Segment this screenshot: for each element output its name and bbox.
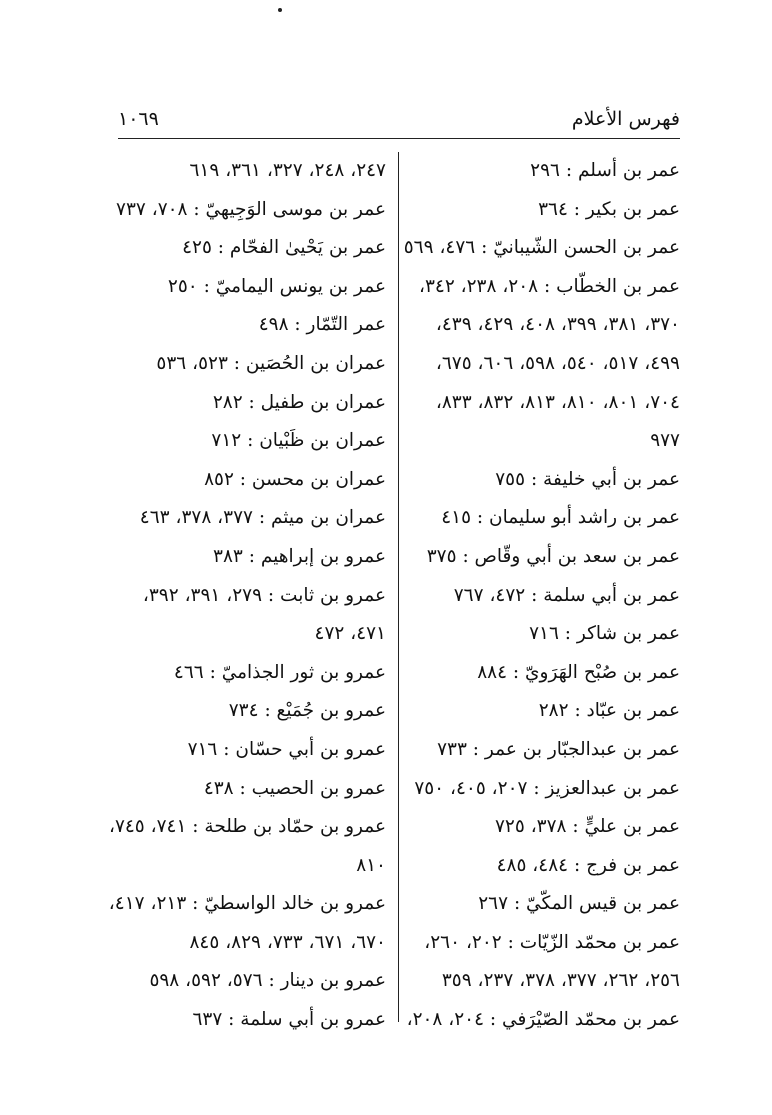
index-entry-line: عمر بن محمّد الصّيْرَفي : ٢٠٤، ٢٠٨، xyxy=(406,1009,680,1031)
index-entry-line: عمر بن أبي خليفة : ٧٥٥ xyxy=(495,468,680,490)
index-entry-line: عمرو بن ثابت : ٢٧٩، ٣٩١، ٣٩٢، xyxy=(142,584,386,606)
index-entry-line: عمر بن عبدالجبّار بن عمر : ٧٣٣ xyxy=(437,738,680,760)
index-entry-line: ٢٤٧، ٢٤٨، ٣٢٧، ٣٦١، ٦١٩ xyxy=(189,160,386,181)
index-entry-line: عمر بن صُبْح الهَرَويّ : ٨٨٤ xyxy=(477,661,680,683)
index-entry-line: عمر بن موسى الوَجِيهيّ : ٧٠٨، ٧٣٧ xyxy=(116,198,386,220)
index-entry-line: عمر بن يَحْيىٰ الفحّام : ٤٢٥ xyxy=(182,237,386,259)
index-entry-line: ٩٧٧ xyxy=(650,430,680,452)
index-entry-line: عمران بن ظَبْيان : ٧١٢ xyxy=(211,430,386,452)
index-entry-line: ٢٥٦، ٢٦٢، ٣٧٧، ٣٧٨، ٢٣٧، ٣٥٩ xyxy=(441,970,680,992)
index-entry-line: عمرو بن أبي سلمة : ٦٣٧ xyxy=(192,1009,386,1031)
index-column-right xyxy=(384,152,680,1040)
index-entry-line: عمر بن الحسن الشّيبانيّ : ٤٧٦، ٥٦٩ xyxy=(403,237,680,259)
page-header xyxy=(118,104,680,134)
index-entry-line: عمر بن عبدالعزيز : ٢٠٧، ٤٠٥، ٧٥٠ xyxy=(414,777,680,799)
page-number: ١٠٦٩ xyxy=(118,108,159,130)
index-entry-line: عمر بن الخطّاب : ٢٠٨، ٢٣٨، ٣٤٢، xyxy=(418,275,680,297)
index-entry-line: عمرو بن خالد الواسطيّ : ٢١٣، ٤١٧، xyxy=(108,893,386,915)
index-entry-line: عمر بن فرج : ٤٨٤، ٤٨٥ xyxy=(496,854,680,876)
index-entry-line: عمرو بن ثور الجذاميّ : ٤٦٦ xyxy=(173,661,386,683)
ink-dot xyxy=(278,8,282,12)
index-entry-line: عمران بن ميثم : ٣٧٧، ٣٧٨، ٤٦٣ xyxy=(139,507,386,529)
header-rule xyxy=(118,138,680,139)
index-entry-line: عمر بن عليٍّ : ٣٧٨، ٧٢٥ xyxy=(495,816,680,838)
index-entry-line: ٧٠٤، ٨٠١، ٨١٠، ٨١٣، ٨٣٢، ٨٣٣، xyxy=(435,391,680,413)
index-entry-line: عمرو بن إبراهيم : ٣٨٣ xyxy=(213,545,386,567)
index-entry-line: ٨١٠ xyxy=(356,854,386,876)
index-entry-line: عمر بن بكير : ٣٦٤ xyxy=(538,198,680,220)
index-entry-line: عمر بن أسلم : ٢٩٦ xyxy=(530,160,680,181)
index-entry-line: عمر بن شاكر : ٧١٦ xyxy=(529,623,680,645)
index-entry-line: عمر بن أبي سلمة : ٤٧٢، ٧٦٧ xyxy=(453,584,680,606)
index-entry-line: عمرو بن الحصيب : ٤٣٨ xyxy=(203,777,386,799)
index-entry-line: ٦٧٠، ٦٧١، ٧٣٣، ٨٢٩، ٨٤٥ xyxy=(189,931,386,953)
index-entry-line: عمران بن محسن : ٨٥٢ xyxy=(204,468,386,490)
index-column-left xyxy=(108,152,386,1040)
index-entry-line: ٤٩٩، ٥١٧، ٥٤٠، ٥٩٨، ٦٠٦، ٦٧٥، xyxy=(435,352,680,374)
index-entry-line: ٤٧١، ٤٧٢ xyxy=(314,623,386,645)
index-entry-line: ٣٧٠، ٣٨١، ٣٩٩، ٤٠٨، ٤٢٩، ٤٣٩، xyxy=(435,314,680,336)
index-entry-line: عمرو بن أبي حسّان : ٧١٦ xyxy=(187,738,386,760)
index-entry-line: عمر التّمّار : ٤٩٨ xyxy=(258,314,386,336)
index-entry-line: عمران بن الحُصَين : ٥٢٣، ٥٣٦ xyxy=(156,352,386,374)
index-entry-line: عمر بن سعد بن أبي وقّاص : ٣٧٥ xyxy=(426,545,680,567)
index-entry-line: عمر بن عبّاد : ٢٨٢ xyxy=(538,700,680,722)
index-entry-line: عمرو بن جُمَيْع : ٧٣٤ xyxy=(228,700,386,722)
index-entry-line: عمر بن يونس اليماميّ : ٢٥٠ xyxy=(167,275,386,297)
running-title: فهرس الأعلام xyxy=(571,108,680,130)
index-entry-line: عمر بن راشد أبو سليمان : ٤١٥ xyxy=(441,507,680,529)
index-entry-line: عمرو بن دينار : ٥٧٦، ٥٩٢، ٥٩٨ xyxy=(149,970,386,992)
index-entry-line: عمرو بن حمّاد بن طلحة : ٧٤١، ٧٤٥، xyxy=(108,816,386,838)
index-entry-line: عمر بن محمّد الزّيّات : ٢٠٢، ٢٦٠، xyxy=(424,931,680,953)
index-entry-line: عمران بن طفيل : ٢٨٢ xyxy=(212,391,386,413)
index-entry-line: عمر بن قيس المكّيّ : ٢٦٧ xyxy=(478,893,680,915)
